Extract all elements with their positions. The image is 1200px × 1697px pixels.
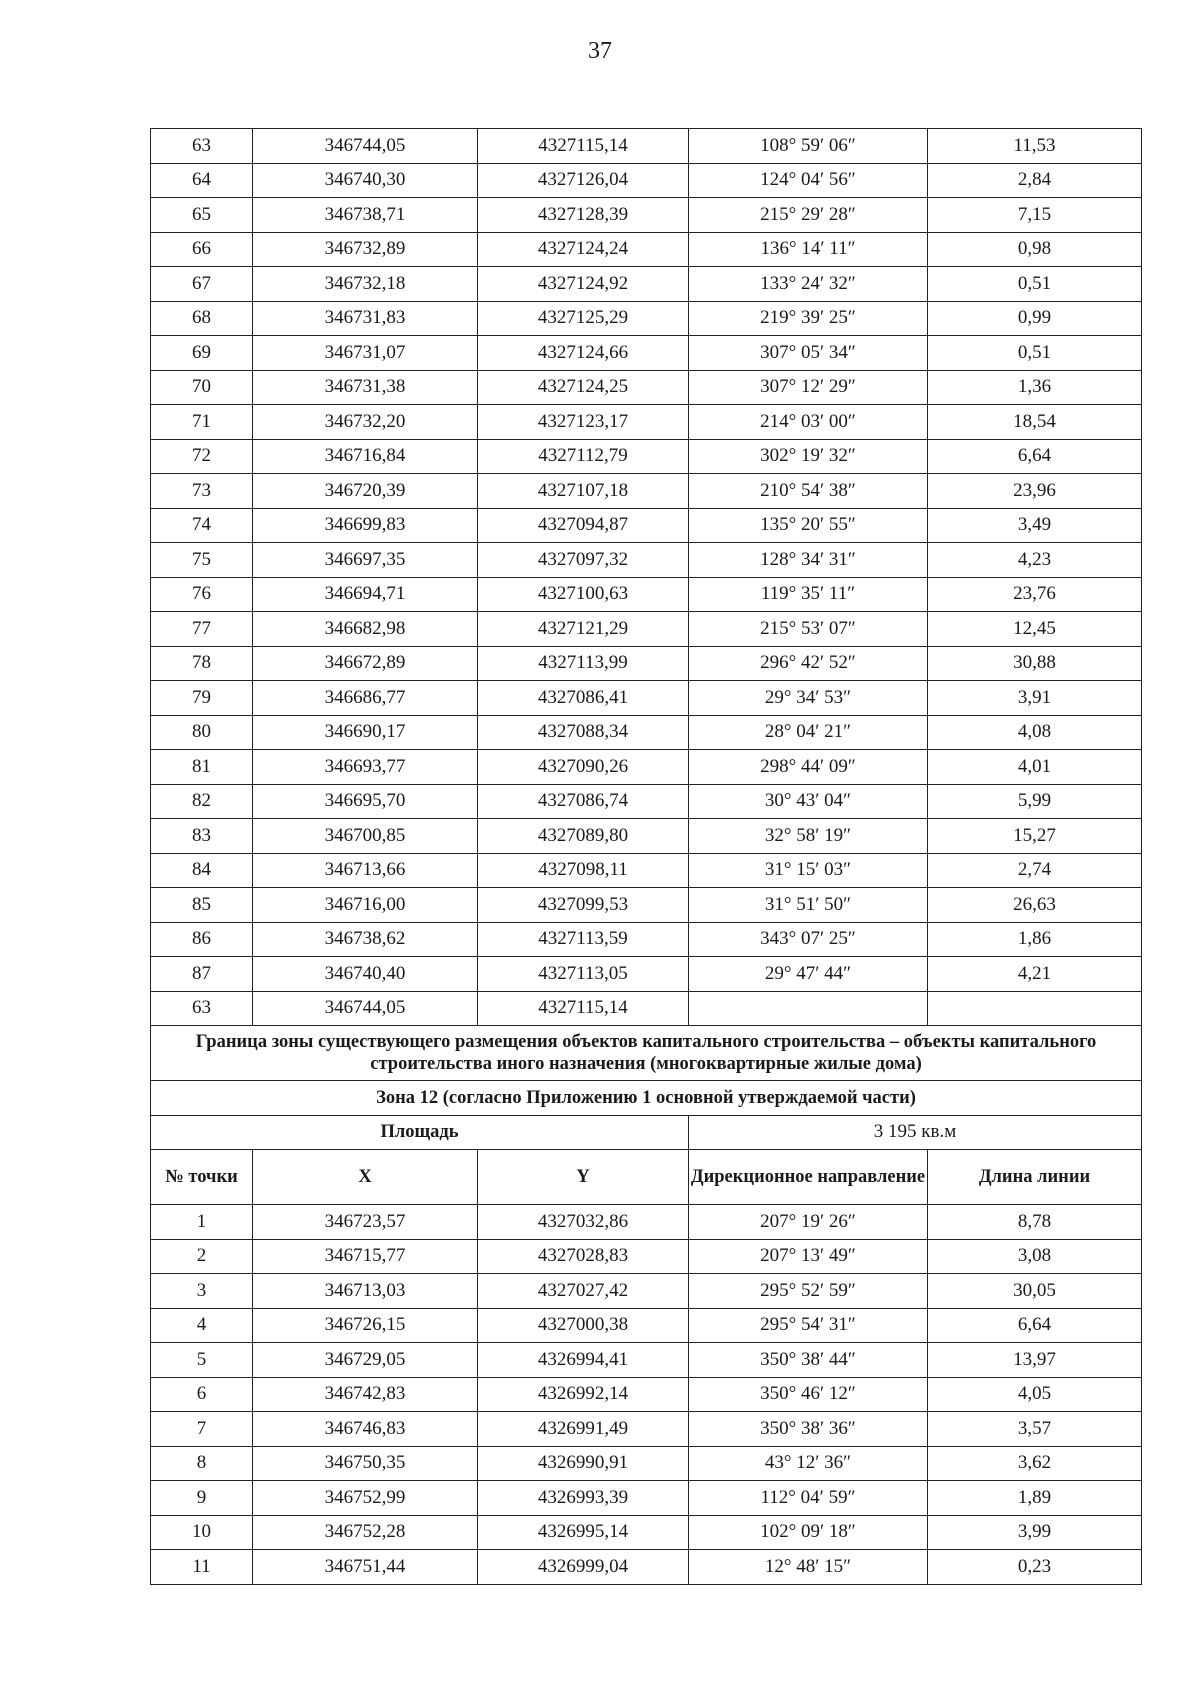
cell-line-length: 4,01 [928, 750, 1142, 785]
area-label: Площадь [151, 1115, 689, 1150]
cell-direction: 207° 13′ 49″ [689, 1239, 928, 1274]
table-row [151, 853, 1142, 888]
cell-x-coordinate: 346732,18 [253, 267, 478, 302]
section-title-row [151, 1026, 1142, 1081]
cell-direction: 124° 04′ 56″ [689, 163, 928, 198]
cell-y-coordinate: 4326991,49 [478, 1412, 689, 1447]
cell-direction: 214° 03′ 00″ [689, 405, 928, 440]
cell-x-coordinate: 346716,00 [253, 888, 478, 923]
table-row [151, 405, 1142, 440]
cell-point-number: 72 [151, 439, 253, 474]
cell-point-number: 3 [151, 1274, 253, 1309]
table-row [151, 1377, 1142, 1412]
cell-y-coordinate: 4327089,80 [478, 819, 689, 854]
top-rows [151, 129, 1142, 1026]
cell-point-number: 5 [151, 1343, 253, 1378]
cell-line-length: 3,99 [928, 1515, 1142, 1550]
cell-y-coordinate: 4327028,83 [478, 1239, 689, 1274]
cell-y-coordinate: 4327113,05 [478, 957, 689, 992]
table-row [151, 1274, 1142, 1309]
header-direction: Дирекционное направление [689, 1150, 928, 1205]
cell-y-coordinate: 4326992,14 [478, 1377, 689, 1412]
cell-y-coordinate: 4326993,39 [478, 1481, 689, 1516]
header-x: X [253, 1150, 478, 1205]
cell-direction: 298° 44′ 09″ [689, 750, 928, 785]
cell-point-number: 4 [151, 1308, 253, 1343]
cell-y-coordinate: 4327112,79 [478, 439, 689, 474]
table-row [151, 784, 1142, 819]
cell-line-length: 0,51 [928, 267, 1142, 302]
cell-line-length: 6,64 [928, 439, 1142, 474]
cell-point-number: 70 [151, 370, 253, 405]
table-row [151, 474, 1142, 509]
cell-y-coordinate: 4327113,99 [478, 646, 689, 681]
cell-y-coordinate: 4327086,74 [478, 784, 689, 819]
table-row [151, 1412, 1142, 1447]
cell-point-number: 78 [151, 646, 253, 681]
cell-point-number: 64 [151, 163, 253, 198]
cell-point-number: 66 [151, 232, 253, 267]
zone-section [151, 1026, 1142, 1205]
cell-y-coordinate: 4326999,04 [478, 1550, 689, 1585]
cell-direction: 296° 42′ 52″ [689, 646, 928, 681]
cell-x-coordinate: 346723,57 [253, 1205, 478, 1240]
cell-point-number: 73 [151, 474, 253, 509]
table-row [151, 922, 1142, 957]
cell-point-number: 9 [151, 1481, 253, 1516]
cell-line-length [928, 991, 1142, 1026]
cell-point-number: 63 [151, 129, 253, 164]
cell-x-coordinate: 346720,39 [253, 474, 478, 509]
cell-y-coordinate: 4327094,87 [478, 508, 689, 543]
cell-y-coordinate: 4327124,92 [478, 267, 689, 302]
cell-direction: 350° 46′ 12″ [689, 1377, 928, 1412]
cell-line-length: 12,45 [928, 612, 1142, 647]
cell-x-coordinate: 346694,71 [253, 577, 478, 612]
table-row [151, 163, 1142, 198]
cell-y-coordinate: 4326995,14 [478, 1515, 689, 1550]
cell-line-length: 23,76 [928, 577, 1142, 612]
cell-line-length: 4,23 [928, 543, 1142, 578]
cell-x-coordinate: 346726,15 [253, 1308, 478, 1343]
cell-line-length: 15,27 [928, 819, 1142, 854]
cell-line-length: 11,53 [928, 129, 1142, 164]
cell-direction [689, 991, 928, 1026]
cell-point-number: 84 [151, 853, 253, 888]
cell-direction: 295° 52′ 59″ [689, 1274, 928, 1309]
table-row [151, 1550, 1142, 1585]
table-row [151, 267, 1142, 302]
cell-y-coordinate: 4327098,11 [478, 853, 689, 888]
zone-title-row [151, 1081, 1142, 1116]
cell-point-number: 81 [151, 750, 253, 785]
cell-x-coordinate: 346731,38 [253, 370, 478, 405]
table-row [151, 1239, 1142, 1274]
table-row [151, 646, 1142, 681]
cell-direction: 219° 39′ 25″ [689, 301, 928, 336]
table-row [151, 681, 1142, 716]
table-row [151, 301, 1142, 336]
table-row [151, 1481, 1142, 1516]
cell-point-number: 67 [151, 267, 253, 302]
cell-direction: 210° 54′ 38″ [689, 474, 928, 509]
cell-point-number: 1 [151, 1205, 253, 1240]
area-value: 3 195 кв.м [689, 1115, 1142, 1150]
table-row [151, 1515, 1142, 1550]
cell-y-coordinate: 4327086,41 [478, 681, 689, 716]
cell-x-coordinate: 346682,98 [253, 612, 478, 647]
cell-x-coordinate: 346744,05 [253, 991, 478, 1026]
table-row [151, 577, 1142, 612]
cell-point-number: 63 [151, 991, 253, 1026]
cell-line-length: 3,08 [928, 1239, 1142, 1274]
cell-point-number: 7 [151, 1412, 253, 1447]
cell-y-coordinate: 4327126,04 [478, 163, 689, 198]
cell-y-coordinate: 4327027,42 [478, 1274, 689, 1309]
cell-line-length: 30,88 [928, 646, 1142, 681]
table-row [151, 129, 1142, 164]
cell-line-length: 1,86 [928, 922, 1142, 957]
cell-y-coordinate: 4327124,66 [478, 336, 689, 371]
cell-x-coordinate: 346729,05 [253, 1343, 478, 1378]
cell-direction: 112° 04′ 59″ [689, 1481, 928, 1516]
cell-direction: 28° 04′ 21″ [689, 715, 928, 750]
cell-direction: 133° 24′ 32″ [689, 267, 928, 302]
cell-y-coordinate: 4327124,24 [478, 232, 689, 267]
cell-line-length: 4,05 [928, 1377, 1142, 1412]
cell-direction: 30° 43′ 04″ [689, 784, 928, 819]
cell-line-length: 3,91 [928, 681, 1142, 716]
table-row [151, 957, 1142, 992]
cell-direction: 29° 47′ 44″ [689, 957, 928, 992]
cell-point-number: 87 [151, 957, 253, 992]
cell-x-coordinate: 346740,40 [253, 957, 478, 992]
area-row [151, 1115, 1142, 1150]
cell-line-length: 1,36 [928, 370, 1142, 405]
cell-line-length: 8,78 [928, 1205, 1142, 1240]
cell-y-coordinate: 4327100,63 [478, 577, 689, 612]
cell-direction: 307° 05′ 34″ [689, 336, 928, 371]
cell-x-coordinate: 346752,28 [253, 1515, 478, 1550]
cell-point-number: 74 [151, 508, 253, 543]
cell-direction: 102° 09′ 18″ [689, 1515, 928, 1550]
cell-direction: 302° 19′ 32″ [689, 439, 928, 474]
cell-line-length: 0,51 [928, 336, 1142, 371]
cell-direction: 215° 29′ 28″ [689, 198, 928, 233]
table-row [151, 370, 1142, 405]
cell-point-number: 83 [151, 819, 253, 854]
cell-line-length: 0,98 [928, 232, 1142, 267]
header-point: № точки [151, 1150, 253, 1205]
cell-line-length: 3,49 [928, 508, 1142, 543]
header-y: Y [478, 1150, 689, 1205]
cell-line-length: 3,62 [928, 1446, 1142, 1481]
cell-y-coordinate: 4327107,18 [478, 474, 689, 509]
cell-x-coordinate: 346731,83 [253, 301, 478, 336]
cell-y-coordinate: 4327115,14 [478, 991, 689, 1026]
cell-line-length: 4,08 [928, 715, 1142, 750]
cell-line-length: 6,64 [928, 1308, 1142, 1343]
cell-point-number: 8 [151, 1446, 253, 1481]
cell-y-coordinate: 4327032,86 [478, 1205, 689, 1240]
table-row [151, 543, 1142, 578]
cell-x-coordinate: 346672,89 [253, 646, 478, 681]
cell-point-number: 11 [151, 1550, 253, 1585]
cell-y-coordinate: 4327124,25 [478, 370, 689, 405]
table-row [151, 819, 1142, 854]
page-number: 37 [588, 38, 612, 64]
cell-x-coordinate: 346744,05 [253, 129, 478, 164]
cell-point-number: 79 [151, 681, 253, 716]
cell-point-number: 65 [151, 198, 253, 233]
table-row [151, 612, 1142, 647]
table-row [151, 232, 1142, 267]
cell-x-coordinate: 346700,85 [253, 819, 478, 854]
cell-x-coordinate: 346716,84 [253, 439, 478, 474]
cell-direction: 12° 48′ 15″ [689, 1550, 928, 1585]
table-row [151, 715, 1142, 750]
cell-x-coordinate: 346697,35 [253, 543, 478, 578]
cell-line-length: 5,99 [928, 784, 1142, 819]
cell-x-coordinate: 346686,77 [253, 681, 478, 716]
cell-direction: 128° 34′ 31″ [689, 543, 928, 578]
table-row [151, 1308, 1142, 1343]
cell-line-length: 2,74 [928, 853, 1142, 888]
cell-direction: 135° 20′ 55″ [689, 508, 928, 543]
table-row [151, 198, 1142, 233]
cell-point-number: 77 [151, 612, 253, 647]
cell-direction: 307° 12′ 29″ [689, 370, 928, 405]
cell-line-length: 1,89 [928, 1481, 1142, 1516]
cell-direction: 29° 34′ 53″ [689, 681, 928, 716]
cell-y-coordinate: 4326994,41 [478, 1343, 689, 1378]
cell-point-number: 2 [151, 1239, 253, 1274]
bottom-rows [151, 1205, 1142, 1585]
cell-line-length: 3,57 [928, 1412, 1142, 1447]
cell-y-coordinate: 4327113,59 [478, 922, 689, 957]
cell-y-coordinate: 4327000,38 [478, 1308, 689, 1343]
cell-line-length: 26,63 [928, 888, 1142, 923]
table-row [151, 439, 1142, 474]
cell-direction: 350° 38′ 36″ [689, 1412, 928, 1447]
cell-y-coordinate: 4326990,91 [478, 1446, 689, 1481]
cell-point-number: 69 [151, 336, 253, 371]
cell-x-coordinate: 346746,83 [253, 1412, 478, 1447]
table-row [151, 1205, 1142, 1240]
cell-point-number: 6 [151, 1377, 253, 1412]
cell-direction: 343° 07′ 25″ [689, 922, 928, 957]
cell-line-length: 2,84 [928, 163, 1142, 198]
cell-x-coordinate: 346695,70 [253, 784, 478, 819]
section-title: Граница зоны существующего размещения объектов капитального строительства – объекты капитального строительства иного назначения (многоквартирные жилые дома) [151, 1026, 1142, 1081]
cell-x-coordinate: 346751,44 [253, 1550, 478, 1585]
cell-x-coordinate: 346699,83 [253, 508, 478, 543]
cell-direction: 43° 12′ 36″ [689, 1446, 928, 1481]
cell-y-coordinate: 4327121,29 [478, 612, 689, 647]
cell-y-coordinate: 4327115,14 [478, 129, 689, 164]
cell-line-length: 0,23 [928, 1550, 1142, 1585]
cell-line-length: 4,21 [928, 957, 1142, 992]
table-row [151, 1343, 1142, 1378]
cell-x-coordinate: 346731,07 [253, 336, 478, 371]
coordinates-table [150, 128, 1142, 1585]
cell-y-coordinate: 4327097,32 [478, 543, 689, 578]
cell-direction: 136° 14′ 11″ [689, 232, 928, 267]
cell-x-coordinate: 346713,03 [253, 1274, 478, 1309]
table-row [151, 991, 1142, 1026]
cell-y-coordinate: 4327099,53 [478, 888, 689, 923]
table-row [151, 336, 1142, 371]
table-row [151, 750, 1142, 785]
header-row [151, 1150, 1142, 1205]
cell-x-coordinate: 346732,20 [253, 405, 478, 440]
cell-direction: 31° 51′ 50″ [689, 888, 928, 923]
cell-y-coordinate: 4327123,17 [478, 405, 689, 440]
cell-x-coordinate: 346738,71 [253, 198, 478, 233]
cell-y-coordinate: 4327088,34 [478, 715, 689, 750]
cell-x-coordinate: 346693,77 [253, 750, 478, 785]
cell-direction: 119° 35′ 11″ [689, 577, 928, 612]
cell-x-coordinate: 346750,35 [253, 1446, 478, 1481]
cell-x-coordinate: 346690,17 [253, 715, 478, 750]
cell-line-length: 7,15 [928, 198, 1142, 233]
table-row [151, 888, 1142, 923]
cell-y-coordinate: 4327125,29 [478, 301, 689, 336]
cell-x-coordinate: 346752,99 [253, 1481, 478, 1516]
cell-direction: 215° 53′ 07″ [689, 612, 928, 647]
cell-point-number: 10 [151, 1515, 253, 1550]
cell-x-coordinate: 346732,89 [253, 232, 478, 267]
zone-title: Зона 12 (согласно Приложению 1 основной утверждаемой части) [151, 1081, 1142, 1116]
table-row [151, 1446, 1142, 1481]
cell-point-number: 75 [151, 543, 253, 578]
cell-direction: 207° 19′ 26″ [689, 1205, 928, 1240]
cell-y-coordinate: 4327090,26 [478, 750, 689, 785]
cell-line-length: 23,96 [928, 474, 1142, 509]
cell-x-coordinate: 346742,83 [253, 1377, 478, 1412]
cell-point-number: 82 [151, 784, 253, 819]
cell-point-number: 80 [151, 715, 253, 750]
cell-point-number: 68 [151, 301, 253, 336]
header-length: Длина линии [928, 1150, 1142, 1205]
cell-line-length: 13,97 [928, 1343, 1142, 1378]
cell-direction: 350° 38′ 44″ [689, 1343, 928, 1378]
cell-point-number: 71 [151, 405, 253, 440]
cell-x-coordinate: 346715,77 [253, 1239, 478, 1274]
cell-point-number: 85 [151, 888, 253, 923]
cell-direction: 32° 58′ 19″ [689, 819, 928, 854]
cell-line-length: 0,99 [928, 301, 1142, 336]
cell-x-coordinate: 346740,30 [253, 163, 478, 198]
cell-x-coordinate: 346738,62 [253, 922, 478, 957]
cell-point-number: 76 [151, 577, 253, 612]
cell-line-length: 30,05 [928, 1274, 1142, 1309]
cell-x-coordinate: 346713,66 [253, 853, 478, 888]
cell-direction: 295° 54′ 31″ [689, 1308, 928, 1343]
cell-point-number: 86 [151, 922, 253, 957]
cell-line-length: 18,54 [928, 405, 1142, 440]
table-row [151, 508, 1142, 543]
cell-direction: 108° 59′ 06″ [689, 129, 928, 164]
cell-direction: 31° 15′ 03″ [689, 853, 928, 888]
cell-y-coordinate: 4327128,39 [478, 198, 689, 233]
